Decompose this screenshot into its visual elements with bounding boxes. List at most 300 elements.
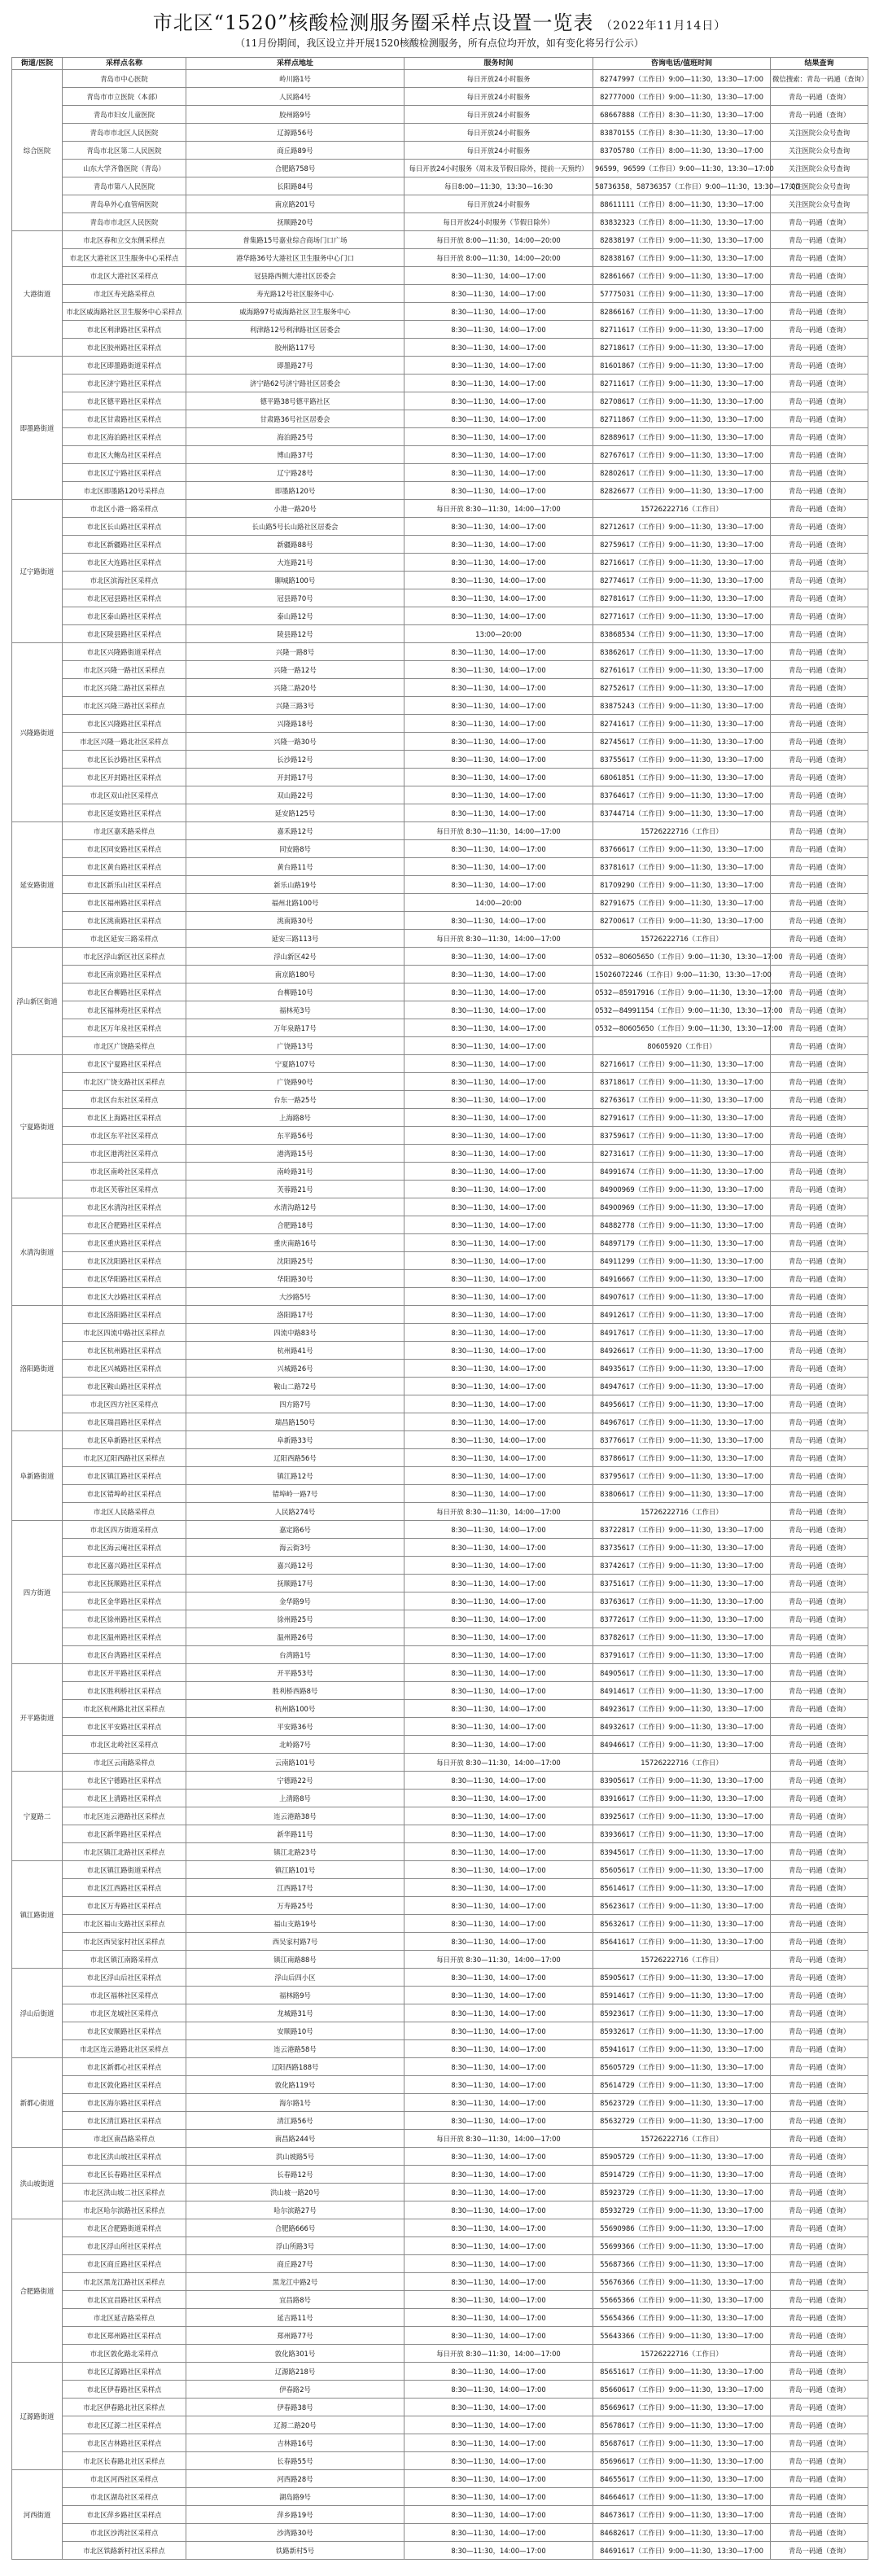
site-name-cell: 市北区长山路社区采样点 (63, 518, 186, 536)
site-name-cell: 市北区海尔路社区采样点 (63, 2094, 186, 2112)
service-hours-cell: 每日开放 8:00—11:30，14:00—20:00 (405, 231, 593, 249)
table-row (12, 1413, 868, 1431)
address-cell: 南岭路31号 (186, 1163, 405, 1181)
address-cell: 双山路22号 (186, 786, 405, 804)
address-cell: 寿光路12号社区服务中心 (186, 285, 405, 303)
table-row (12, 1575, 868, 1592)
service-hours-cell: 8:30—11:30，14:00—17:00 (405, 464, 593, 482)
site-name-cell: 市北区洮南路社区采样点 (63, 912, 186, 930)
district-cell: 洛阳路街道 (12, 1306, 63, 1431)
phone-cell: 81709290（工作日）9:00—11:30，13:30—17:00 (593, 876, 771, 894)
service-hours-cell: 8:30—11:30，14:00—17:00 (405, 1342, 593, 1360)
address-cell: 小港一路20号 (186, 500, 405, 518)
column-header: 服务时间 (405, 58, 593, 70)
result-query-cell: 青岛一码通（查询） (771, 2327, 868, 2345)
address-cell: 西吴家村路7号 (186, 1933, 405, 1951)
address-cell: 利津路12号利津路社区居委会 (186, 321, 405, 339)
address-cell: 浮山所路3号 (186, 2237, 405, 2255)
result-query-cell: 青岛一码通（查询） (771, 1503, 868, 1521)
service-hours-cell: 8:30—11:30，14:00—17:00 (405, 339, 593, 357)
site-name-cell: 市北区长春路社区采样点 (63, 2166, 186, 2184)
phone-cell: 82745617（工作日）9:00—11:30，13:30—17:00 (593, 733, 771, 751)
table-row (12, 1807, 868, 1825)
table-row (12, 518, 868, 536)
result-query-cell: 青岛一码通（查询） (771, 1234, 868, 1252)
table-row (12, 661, 868, 679)
phone-cell: 85687617（工作日）9:00—11:30，13:30—17:00 (593, 2434, 771, 2452)
column-header: 咨询电话/值班时间 (593, 58, 771, 70)
table-row (12, 840, 868, 858)
table-row (12, 1628, 868, 1646)
result-query-cell: 青岛一码通（查询） (771, 375, 868, 392)
site-name-cell: 市北区兴城路社区采样点 (63, 1360, 186, 1378)
site-name-cell: 市北区兴隆一路社区采样点 (63, 661, 186, 679)
address-cell: 镇江南路88号 (186, 1951, 405, 1969)
site-name-cell: 市北区水清沟社区采样点 (63, 1198, 186, 1216)
table-row (12, 321, 868, 339)
site-name-cell: 市北区杭州路北社区采样点 (63, 1700, 186, 1718)
phone-cell: 83786617（工作日）9:00—11:30，13:30—17:00 (593, 1449, 771, 1467)
phone-cell: 84935617（工作日）9:00—11:30，13:30—17:00 (593, 1360, 771, 1378)
phone-cell: 0532—84991154（工作日）9:00—11:30，13:30—17:00 (593, 1001, 771, 1019)
table-row (12, 2452, 868, 2470)
service-hours-cell: 8:30—11:30，14:00—17:00 (405, 1252, 593, 1270)
service-hours-cell: 8:30—11:30，14:00—17:00 (405, 715, 593, 733)
table-row (12, 213, 868, 231)
service-hours-cell: 8:30—11:30，14:00—17:00 (405, 2237, 593, 2255)
table-row (12, 1485, 868, 1503)
address-cell: 台东一路25号 (186, 1091, 405, 1109)
site-name-cell: 市北区大沙路社区采样点 (63, 1288, 186, 1306)
table-row (12, 2058, 868, 2076)
site-name-cell: 市北区长沙路社区采样点 (63, 751, 186, 769)
phone-cell: 82711867（工作日）9:00—11:30，13:30—17:00 (593, 410, 771, 428)
phone-cell: 15726222716（工作日） (593, 930, 771, 948)
service-hours-cell: 8:30—11:30，14:00—17:00 (405, 1485, 593, 1503)
phone-cell: 88611111（工作日）8:00—11:30，13:30—17:00 (593, 195, 771, 213)
result-query-cell: 青岛一码通（查询） (771, 2524, 868, 2542)
service-hours-cell: 8:30—11:30，14:00—17:00 (405, 1467, 593, 1485)
table-row (12, 1843, 868, 1861)
result-query-cell: 青岛一码通（查询） (771, 1019, 868, 1037)
service-hours-cell: 每日开放 8:30—11:30，14:00—17:00 (405, 2130, 593, 2148)
table-row (12, 2148, 868, 2166)
district-cell: 即墨路街道 (12, 357, 63, 500)
service-hours-cell: 8:30—11:30，14:00—17:00 (405, 1127, 593, 1145)
result-query-cell: 青岛一码通（查询） (771, 1610, 868, 1628)
address-cell: 新乐山路19号 (186, 876, 405, 894)
result-query-cell: 青岛一码通（查询） (771, 894, 868, 912)
result-query-cell: 青岛一码通（查询） (771, 1270, 868, 1288)
address-cell: 同安路8号 (186, 840, 405, 858)
site-name-cell: 市北区湖岛社区采样点 (63, 2488, 186, 2506)
site-name-cell: 市北区清江路社区采样点 (63, 2112, 186, 2130)
address-cell: 浮山后四小区 (186, 1969, 405, 1987)
address-cell: 甘肃路36号社区居委会 (186, 410, 405, 428)
service-hours-cell: 每日开放24小时服务 (405, 195, 593, 213)
table-row (12, 2022, 868, 2040)
address-cell: 辽宁路28号 (186, 464, 405, 482)
site-name-cell: 市北区辽阳西路社区采样点 (63, 1449, 186, 1467)
district-cell: 阜新路街道 (12, 1431, 63, 1521)
phone-cell: 82708617（工作日）9:00—11:30，13:30—17:00 (593, 392, 771, 410)
result-query-cell: 青岛一码通（查询） (771, 858, 868, 876)
address-cell: 宜昌路8号 (186, 2291, 405, 2309)
site-name-cell: 市北区延吉路采样点 (63, 2309, 186, 2327)
address-cell: 嘉定路6号 (186, 1521, 405, 1539)
table-row (12, 572, 868, 589)
site-name-cell: 市北区洪山坡社区采样点 (63, 2148, 186, 2166)
phone-cell: 84907617（工作日）9:00—11:30，13:30—17:00 (593, 1288, 771, 1306)
address-cell: 胶州路117号 (186, 339, 405, 357)
site-name-cell: 市北区阜新路社区采样点 (63, 1431, 186, 1449)
table-header-row (12, 58, 868, 70)
phone-cell: 55665366（工作日）9:00—11:30，13:30—17:00 (593, 2291, 771, 2309)
table-row (12, 1879, 868, 1897)
service-hours-cell: 8:30—11:30，14:00—17:00 (405, 912, 593, 930)
site-name-cell: 市北区开平路社区采样点 (63, 1664, 186, 1682)
service-hours-cell: 8:30—11:30，14:00—17:00 (405, 1181, 593, 1198)
phone-cell: 85941617（工作日）9:00—11:30，13:30—17:00 (593, 2040, 771, 2058)
site-name-cell: 市北区镇江南路采样点 (63, 1951, 186, 1969)
site-name-cell: 市北区港湾社区采样点 (63, 1145, 186, 1163)
table-row (12, 697, 868, 715)
phone-cell: 82802617（工作日）9:00—11:30，13:30—17:00 (593, 464, 771, 482)
site-name-cell: 市北区江西路社区采样点 (63, 1879, 186, 1897)
address-cell: 长沙路12号 (186, 751, 405, 769)
site-name-cell: 青岛市市北区人民医院 (63, 124, 186, 142)
site-name-cell: 市北区延安三路采样点 (63, 930, 186, 948)
service-hours-cell: 8:30—11:30，14:00—17:00 (405, 2452, 593, 2470)
service-hours-cell: 8:30—11:30，14:00—17:00 (405, 1718, 593, 1736)
address-cell: 黄台路11号 (186, 858, 405, 876)
site-name-cell: 市北区四方街道采样点 (63, 1521, 186, 1539)
table-row (12, 966, 868, 984)
result-query-cell: 青岛一码通（查询） (771, 1360, 868, 1378)
result-query-cell: 青岛一码通（查询） (771, 1288, 868, 1306)
site-name-cell: 市北区辽源二社区采样点 (63, 2416, 186, 2434)
table-row (12, 177, 868, 195)
service-hours-cell: 8:30—11:30，14:00—17:00 (405, 1449, 593, 1467)
service-hours-cell: 8:30—11:30，14:00—17:00 (405, 751, 593, 769)
result-query-cell: 青岛一码通（查询） (771, 267, 868, 285)
district-cell: 辽宁路街道 (12, 500, 63, 643)
phone-cell: 84932617（工作日）9:00—11:30，13:30—17:00 (593, 1718, 771, 1736)
table-row (12, 464, 868, 482)
service-hours-cell: 8:30—11:30，14:00—17:00 (405, 858, 593, 876)
table-row (12, 1987, 868, 2004)
result-query-cell: 青岛一码通（查询） (771, 518, 868, 536)
phone-cell: 85614617（工作日）9:00—11:30，13:30—17:00 (593, 1879, 771, 1897)
phone-cell: 15726222716（工作日） (593, 1754, 771, 1772)
result-query-cell: 青岛一码通（查询） (771, 428, 868, 446)
result-query-cell: 关注医院公众号查询 (771, 124, 868, 142)
service-hours-cell: 8:30—11:30，14:00—17:00 (405, 679, 593, 697)
phone-cell: 85669617（工作日）9:00—11:30，13:30—17:00 (593, 2399, 771, 2416)
service-hours-cell: 13:00—20:00 (405, 625, 593, 643)
service-hours-cell: 8:30—11:30，14:00—17:00 (405, 554, 593, 572)
service-hours-cell: 8:30—11:30，14:00—17:00 (405, 1987, 593, 2004)
site-name-cell: 市北区北岭社区采样点 (63, 1736, 186, 1754)
phone-cell: 84956617（工作日）9:00—11:30，13:30—17:00 (593, 1395, 771, 1413)
result-query-cell: 青岛一码通（查询） (771, 715, 868, 733)
site-name-cell: 市北区洪山坡二社区采样点 (63, 2184, 186, 2201)
district-cell: 宁夏路街道 (12, 1055, 63, 1198)
service-hours-cell: 8:30—11:30，14:00—17:00 (405, 392, 593, 410)
site-name-cell: 市北区双山社区采样点 (63, 786, 186, 804)
service-hours-cell: 8:30—11:30，14:00—17:00 (405, 697, 593, 715)
phone-cell: 83936617（工作日）9:00—11:30，13:30—17:00 (593, 1825, 771, 1843)
phone-cell: 82711617（工作日）9:00—11:30，13:30—17:00 (593, 375, 771, 392)
address-cell: 湖岛路9号 (186, 2488, 405, 2506)
site-name-cell: 市北区大港社区采样点 (63, 267, 186, 285)
site-name-cell: 市北区宁德路社区采样点 (63, 1772, 186, 1790)
result-query-cell: 青岛一码通（查询） (771, 2022, 868, 2040)
result-query-cell: 青岛一码通（查询） (771, 1790, 868, 1807)
table-row (12, 786, 868, 804)
service-hours-cell: 8:30—11:30，14:00—17:00 (405, 2076, 593, 2094)
service-hours-cell: 8:30—11:30，14:00—17:00 (405, 2184, 593, 2201)
address-cell: 兴隆一路30号 (186, 733, 405, 751)
result-query-cell: 青岛一码通（查询） (771, 2452, 868, 2470)
table-row (12, 1342, 868, 1360)
result-query-cell: 青岛一码通（查询） (771, 2273, 868, 2291)
result-query-cell: 青岛一码通（查询） (771, 554, 868, 572)
result-query-cell: 青岛一码通（查询） (771, 1933, 868, 1951)
table-row (12, 733, 868, 751)
phone-cell: 83925617（工作日）9:00—11:30，13:30—17:00 (593, 1807, 771, 1825)
result-query-cell: 青岛一码通（查询） (771, 1127, 868, 1145)
result-query-cell: 青岛一码通（查询） (771, 2309, 868, 2327)
site-name-cell: 青岛阜外心血管病医院 (63, 195, 186, 213)
site-name-cell: 市北区西吴家村社区采样点 (63, 1933, 186, 1951)
address-cell: 海泊路25号 (186, 428, 405, 446)
address-cell: 长山路5号长山路社区居委会 (186, 518, 405, 536)
phone-cell: 82838197（工作日）9:00—11:30，13:30—17:00 (593, 231, 771, 249)
table-row (12, 1055, 868, 1073)
phone-cell: 85678617（工作日）9:00—11:30，13:30—17:00 (593, 2416, 771, 2434)
site-name-cell: 市北区河西社区采样点 (63, 2470, 186, 2488)
table-row (12, 607, 868, 625)
service-hours-cell: 8:30—11:30，14:00—17:00 (405, 410, 593, 428)
table-row (12, 625, 868, 643)
service-hours-cell: 8:30—11:30，14:00—17:00 (405, 1915, 593, 1933)
phone-cell: 82700617（工作日）9:00—11:30，13:30—17:00 (593, 912, 771, 930)
phone-cell: 82759617（工作日）9:00—11:30，13:30—17:00 (593, 536, 771, 554)
phone-cell: 85696617（工作日）9:00—11:30，13:30—17:00 (593, 2452, 771, 2470)
address-cell: 辽源路218号 (186, 2363, 405, 2381)
address-cell: 浮山新区42号 (186, 948, 405, 966)
table-row (12, 2219, 868, 2237)
service-hours-cell: 8:30—11:30，14:00—17:00 (405, 1736, 593, 1754)
result-query-cell: 青岛一码通（查询） (771, 984, 868, 1001)
service-hours-cell: 8:30—11:30，14:00—17:00 (405, 357, 593, 375)
table-row (12, 643, 868, 661)
phone-cell: 83735617（工作日）9:00—11:30，13:30—17:00 (593, 1539, 771, 1557)
address-cell: 济宁路62号济宁路社区居委会 (186, 375, 405, 392)
result-query-cell: 青岛一码通（查询） (771, 1879, 868, 1897)
service-hours-cell: 8:30—11:30，14:00—17:00 (405, 1879, 593, 1897)
site-name-cell: 市北区杭州路社区采样点 (63, 1342, 186, 1360)
result-query-cell: 青岛一码通（查询） (771, 572, 868, 589)
address-cell: 万寿路25号 (186, 1897, 405, 1915)
site-name-cell: 市北区四流中路社区采样点 (63, 1324, 186, 1342)
table-row (12, 1503, 868, 1521)
service-hours-cell: 8:30—11:30，14:00—17:00 (405, 1539, 593, 1557)
service-hours-cell: 8:30—11:30，14:00—17:00 (405, 643, 593, 661)
site-name-cell: 市北区合肥路街道采样点 (63, 2219, 186, 2237)
table-row (12, 769, 868, 786)
service-hours-cell: 8:30—11:30，14:00—17:00 (405, 2058, 593, 2076)
phone-cell: 82711617（工作日）9:00—11:30，13:30—17:00 (593, 321, 771, 339)
result-query-cell: 青岛一码通（查询） (771, 1539, 868, 1557)
service-hours-cell: 8:30—11:30，14:00—17:00 (405, 2004, 593, 2022)
result-query-cell: 青岛一码通（查询） (771, 1091, 868, 1109)
service-hours-cell: 8:30—11:30，14:00—17:00 (405, 1861, 593, 1879)
address-cell: 伊春路38号 (186, 2399, 405, 2416)
table-row (12, 392, 868, 410)
phone-cell: 85632617（工作日）9:00—11:30，13:30—17:00 (593, 1915, 771, 1933)
site-name-cell: 市北区云南路采样点 (63, 1754, 186, 1772)
result-query-cell: 青岛一码通（查询） (771, 1843, 868, 1861)
address-cell: 辽源路56号 (186, 124, 405, 142)
site-name-cell: 市北区哈尔滨路社区采样点 (63, 2201, 186, 2219)
table-row (12, 589, 868, 607)
service-hours-cell: 每日开放 8:30—11:30，14:00—17:00 (405, 1503, 593, 1521)
site-name-cell: 市北区伊春路北社区采样点 (63, 2399, 186, 2416)
service-hours-cell: 8:30—11:30，14:00—17:00 (405, 2040, 593, 2058)
site-name-cell: 市北区商丘路社区采样点 (63, 2255, 186, 2273)
result-query-cell: 青岛一码通（查询） (771, 1897, 868, 1915)
site-name-cell: 市北区同安路社区采样点 (63, 840, 186, 858)
phone-cell: 83832323（工作日）8:00—11:30，13:30—17:00 (593, 213, 771, 231)
service-hours-cell: 8:30—11:30，14:00—17:00 (405, 536, 593, 554)
service-hours-cell: 8:30—11:30，14:00—17:00 (405, 2022, 593, 2040)
site-name-cell: 市北区广饶路采样点 (63, 1037, 186, 1055)
table-row (12, 1539, 868, 1557)
site-name-cell: 青岛市中心医院 (63, 70, 186, 88)
title-text: 市北区“1520”核酸检测服务圈采样点设置一览表 (152, 11, 594, 34)
table-row (12, 2040, 868, 2058)
service-hours-cell: 每日开放 8:30—11:30，14:00—17:00 (405, 1951, 593, 1969)
phone-cell: 80605920（工作日） (593, 1037, 771, 1055)
district-cell: 开平路街道 (12, 1664, 63, 1772)
district-cell: 大港街道 (12, 231, 63, 357)
service-hours-cell: 8:30—11:30，14:00—17:00 (405, 1360, 593, 1378)
phone-cell: 82741617（工作日）9:00—11:30，13:30—17:00 (593, 715, 771, 733)
result-query-cell: 青岛一码通（查询） (771, 1306, 868, 1324)
result-query-cell: 青岛一码通（查询） (771, 876, 868, 894)
address-cell: 龙城路31号 (186, 2004, 405, 2022)
phone-cell: 82889617（工作日）9:00—11:30，13:30—17:00 (593, 428, 771, 446)
table-row (12, 1754, 868, 1772)
phone-cell: 84900969（工作日）9:00—11:30，13:30—17:00 (593, 1181, 771, 1198)
table-row (12, 1592, 868, 1610)
table-row (12, 482, 868, 500)
table-row (12, 1019, 868, 1037)
site-name-cell: 市北区萍乡路社区采样点 (63, 2506, 186, 2524)
address-cell: 人民路274号 (186, 1503, 405, 1521)
phone-cell: 84923617（工作日）9:00—11:30，13:30—17:00 (593, 1700, 771, 1718)
address-cell: 杭州路100号 (186, 1700, 405, 1718)
address-cell: 辽源二路20号 (186, 2416, 405, 2434)
phone-cell: 83791617（工作日）9:00—11:30，13:30—17:00 (593, 1646, 771, 1664)
service-hours-cell: 8:30—11:30，14:00—17:00 (405, 1378, 593, 1395)
address-cell: 安顺路10号 (186, 2022, 405, 2040)
site-name-cell: 青岛市妇女儿童医院 (63, 106, 186, 124)
district-cell: 宁夏路二 (12, 1772, 63, 1861)
site-name-cell: 市北区济宁路社区采样点 (63, 375, 186, 392)
address-cell: 南昌路244号 (186, 2130, 405, 2148)
service-hours-cell: 8:30—11:30，14:00—17:00 (405, 1557, 593, 1575)
phone-cell: 83862617（工作日）9:00—11:30，13:30—17:00 (593, 643, 771, 661)
service-hours-cell: 8:30—11:30，14:00—17:00 (405, 2399, 593, 2416)
address-cell: 陵县路12号 (186, 625, 405, 643)
table-row (12, 2470, 868, 2488)
service-hours-cell: 8:30—11:30，14:00—17:00 (405, 1628, 593, 1646)
site-name-cell: 市北区即墨路街道采样点 (63, 357, 186, 375)
service-hours-cell: 8:30—11:30，14:00—17:00 (405, 661, 593, 679)
address-cell: 沈阳路25号 (186, 1252, 405, 1270)
result-query-cell: 青岛一码通（查询） (771, 2219, 868, 2237)
site-name-cell: 市北区芙蓉社区采样点 (63, 1181, 186, 1198)
phone-cell: 84673617（工作日）9:00—11:30，13:30—17:00 (593, 2506, 771, 2524)
address-cell: 长春路55号 (186, 2452, 405, 2470)
result-query-cell: 青岛一码通（查询） (771, 1951, 868, 1969)
result-query-cell: 青岛一码通（查询） (771, 1055, 868, 1073)
site-name-cell: 市北区万年泉社区采样点 (63, 1019, 186, 1037)
site-name-cell: 市北区连云港路社区采样点 (63, 1807, 186, 1825)
table-row (12, 1127, 868, 1145)
result-query-cell: 青岛一码通（查询） (771, 2148, 868, 2166)
result-query-cell: 青岛一码通（查询） (771, 500, 868, 518)
result-query-cell: 青岛一码通（查询） (771, 2488, 868, 2506)
site-name-cell: 市北区温州路社区采样点 (63, 1628, 186, 1646)
table-row (12, 339, 868, 357)
service-hours-cell: 8:30—11:30，14:00—17:00 (405, 2434, 593, 2452)
table-row (12, 2506, 868, 2524)
service-hours-cell: 8:30—11:30，14:00—17:00 (405, 786, 593, 804)
service-hours-cell: 8:30—11:30，14:00—17:00 (405, 1969, 593, 1987)
result-query-cell: 青岛一码通（查询） (771, 536, 868, 554)
result-query-cell: 青岛一码通（查询） (771, 1521, 868, 1539)
address-cell: 敦化路119号 (186, 2076, 405, 2094)
site-name-cell: 市北区洛阳路社区采样点 (63, 1306, 186, 1324)
service-hours-cell: 8:30—11:30，14:00—17:00 (405, 303, 593, 321)
address-cell: 即墨路120号 (186, 482, 405, 500)
service-hours-cell: 8:30—11:30，14:00—17:00 (405, 1610, 593, 1628)
site-name-cell: 市北区兴隆路街道采样点 (63, 643, 186, 661)
result-query-cell: 青岛一码通（查询） (771, 966, 868, 984)
service-hours-cell: 8:30—11:30，14:00—17:00 (405, 1646, 593, 1664)
result-query-cell: 青岛一码通（查询） (771, 482, 868, 500)
service-hours-cell: 8:30—11:30，14:00—17:00 (405, 2488, 593, 2506)
result-query-cell: 青岛一码通（查询） (771, 1198, 868, 1216)
phone-cell: 82838167（工作日）9:00—11:30，13:30—17:00 (593, 249, 771, 267)
site-name-cell: 市北区大连路社区采样点 (63, 554, 186, 572)
table-row (12, 375, 868, 392)
result-query-cell: 青岛一码通（查询） (771, 948, 868, 966)
table-row (12, 2112, 868, 2130)
address-cell: 泰山路12号 (186, 607, 405, 625)
result-query-cell: 青岛一码通（查询） (771, 661, 868, 679)
site-name-cell: 青岛市第八人民医院 (63, 177, 186, 195)
site-name-cell: 市北区胶州路社区采样点 (63, 339, 186, 357)
result-query-cell: 青岛一码通（查询） (771, 2201, 868, 2219)
address-cell: 重庆南路16号 (186, 1234, 405, 1252)
site-name-cell: 市北区龙城社区采样点 (63, 2004, 186, 2022)
address-cell: 博山路37号 (186, 446, 405, 464)
